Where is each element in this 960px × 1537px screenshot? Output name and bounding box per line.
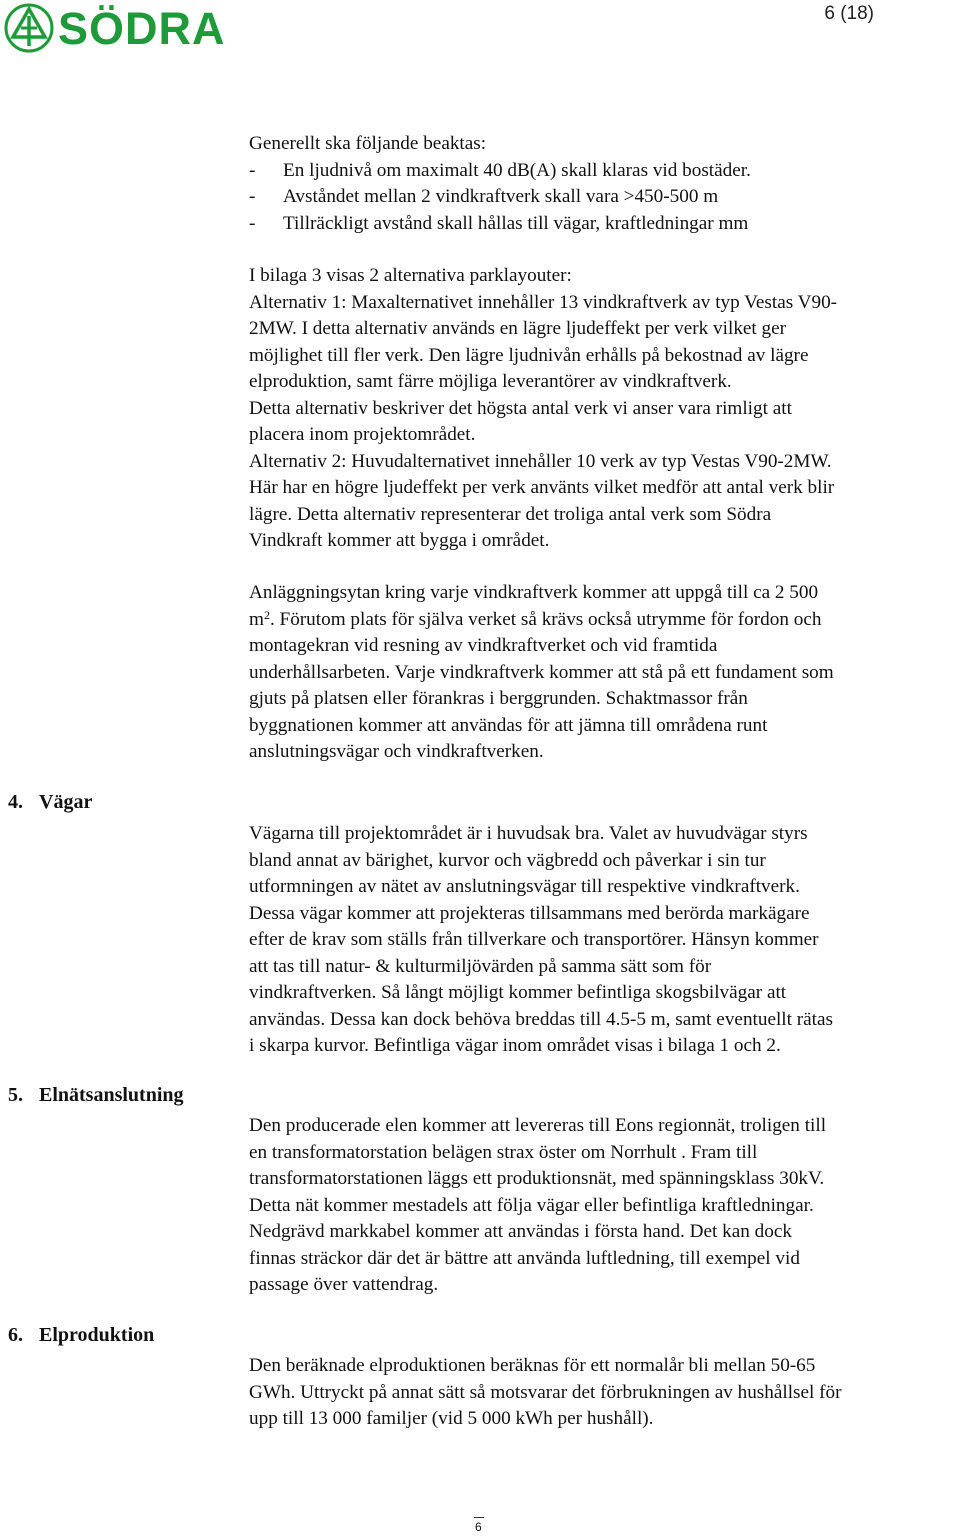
- text-line: Här har en högre ljudeffekt per verk använts vilket medför att antal verk blir: [249, 477, 835, 498]
- text-line: $m^2$. Förutom plats för själva verket så krävs också utrymme för fordon och: [249, 607, 822, 630]
- text-line: Nedgrävd markkabel kommer att användas i första hand. Det kan dock: [249, 1221, 792, 1242]
- text-line: upp till 13 000 familjer (vid 5 000 kWh per hushåll).: [249, 1408, 654, 1429]
- general-intro: Generellt ska följande beaktas:: [249, 133, 487, 154]
- text-line: Den beräknade elproduktionen beräknas för ett normalår bli mellan 50-65: [249, 1355, 816, 1376]
- text-line: vindkraftverken. Så långt möjligt kommer befintliga skogsbilvägar att: [249, 982, 787, 1003]
- general-considerations: [249, 131, 959, 237]
- footer-rule: [474, 1517, 484, 1518]
- text-line: bland annat av bärighet, kurvor och vägbredd och påverkar i sin tur: [249, 849, 766, 871]
- section-heading-vagar: 4. Vägar: [8, 791, 93, 813]
- text-line: Detta nät kommer mestadels att följa vägar eller befintliga kraftledningar.: [249, 1194, 814, 1216]
- text-line: att tas till natur- & kulturmiljövärden på samma sätt som för: [249, 955, 712, 977]
- text-line: underhållsarbeten. Varje vindkraftverk kommer att stå på ett fundament som: [249, 661, 834, 683]
- page-counter: 6 (18): [824, 3, 874, 24]
- text-line: montagekran vid resning av vindkraftverket och vid framtida: [249, 635, 718, 656]
- text-line: utformningen av nätet av anslutningsvägar till respektive vindkraftverk.: [249, 876, 800, 897]
- text-line: Alternativ 1: Maxalternativet innehåller 13 vindkraftverk av typ Vestas V90-: [249, 291, 838, 313]
- list-item: - Avståndet mellan 2 vindkraftverk skall vara >450-500 m: [249, 186, 719, 207]
- text-line: anslutningsvägar och vindkraftverken.: [249, 741, 544, 762]
- park-layouts-paragraph: [249, 263, 959, 555]
- sodra-tree-emblem-icon: [4, 2, 54, 54]
- text-line: Alternativ 2: Huvudalternativet innehåller 10 verk av typ Vestas V90-2MW.: [249, 450, 832, 472]
- section-heading-elproduktion: 6. Elproduktion: [8, 1324, 155, 1346]
- list-item: - Tillräckligt avstånd skall hållas till vägar, kraftledningar mm: [249, 212, 749, 234]
- text-line: finnas sträckor där det är bättre att använda luftledning, till exempel vid: [249, 1247, 800, 1269]
- section-body-elnatsanslutning: [249, 1113, 959, 1299]
- text-line: Vindkraft kommer att bygga i området.: [249, 530, 550, 551]
- text-line: gjuts på platsen eller förankras i berggrunden. Schaktmassor från: [249, 688, 748, 709]
- site-area-paragraph: [249, 580, 959, 766]
- logo-wordmark: SÖDRA: [58, 3, 226, 54]
- text-line: användas. Dessa kan dock behöva breddas till 4.5-5 m, samt eventuellt rätas: [249, 1008, 833, 1030]
- text-line: byggnationen kommer att användas för att jämna till områdena runt: [249, 714, 768, 736]
- text-line: lägre. Detta alternativ representerar det troliga antal verk som Södra: [249, 503, 772, 525]
- text-line: Den producerade elen kommer att levereras till Eons regionnät, troligen till: [249, 1115, 827, 1136]
- section-heading-elnatsanslutning: 5. Elnätsanslutning: [8, 1084, 184, 1106]
- text-line: I bilaga 3 visas 2 alternativa parklayouter:: [249, 265, 572, 286]
- section-body-elproduktion: [249, 1353, 959, 1433]
- text-line: elproduktion, samt färre möjliga leverantörer av vindkraftverk.: [249, 371, 732, 392]
- text-line: Dessa vägar kommer att projekteras tillsammans med berörda markägare: [249, 902, 810, 924]
- text-line: en transformatorstation belägen strax öster om Norrhult . Fram till: [249, 1141, 758, 1163]
- text-line: transformatorstationen läggs ett produktionsnät, med spänningsklass 30kV.: [249, 1168, 825, 1189]
- text-line: GWh. Uttryckt på annat sätt så motsvarar det förbrukningen av hushållsel för: [249, 1381, 842, 1403]
- text-line: Anläggningsytan kring varje vindkraftverk kommer att uppgå till ca 2 500: [249, 582, 819, 603]
- text-line: efter de krav som ställs från tillverkare och transportörer. Hänsyn kommer: [249, 929, 819, 950]
- footer-page-number: 6: [475, 1520, 482, 1534]
- text-line: passage över vattendrag.: [249, 1274, 439, 1295]
- list-item: - En ljudnivå om maximalt 40 dB(A) skall klaras vid bostäder.: [249, 159, 751, 181]
- text-line: 2MW. I detta alternativ används en lägre ljudeffekt per verk vilket ger: [249, 318, 787, 339]
- superscript: 2: [263, 607, 270, 622]
- text-line: placera inom projektområdet.: [249, 424, 476, 445]
- text-line: Vägarna till projektområdet är i huvudsak bra. Valet av huvudvägar styrs: [249, 823, 808, 844]
- section-body-vagar: [249, 821, 959, 1060]
- text-line: Detta alternativ beskriver det högsta antal verk vi anser vara rimligt att: [249, 397, 792, 419]
- sodra-logo: [4, 2, 236, 58]
- text-line: möjlighet till fler verk. Den lägre ljudnivån erhålls på bekostnad av lägre: [249, 344, 809, 366]
- text-line: i skarpa kurvor. Befintliga vägar inom området visas i bilaga 1 och 2.: [249, 1035, 781, 1056]
